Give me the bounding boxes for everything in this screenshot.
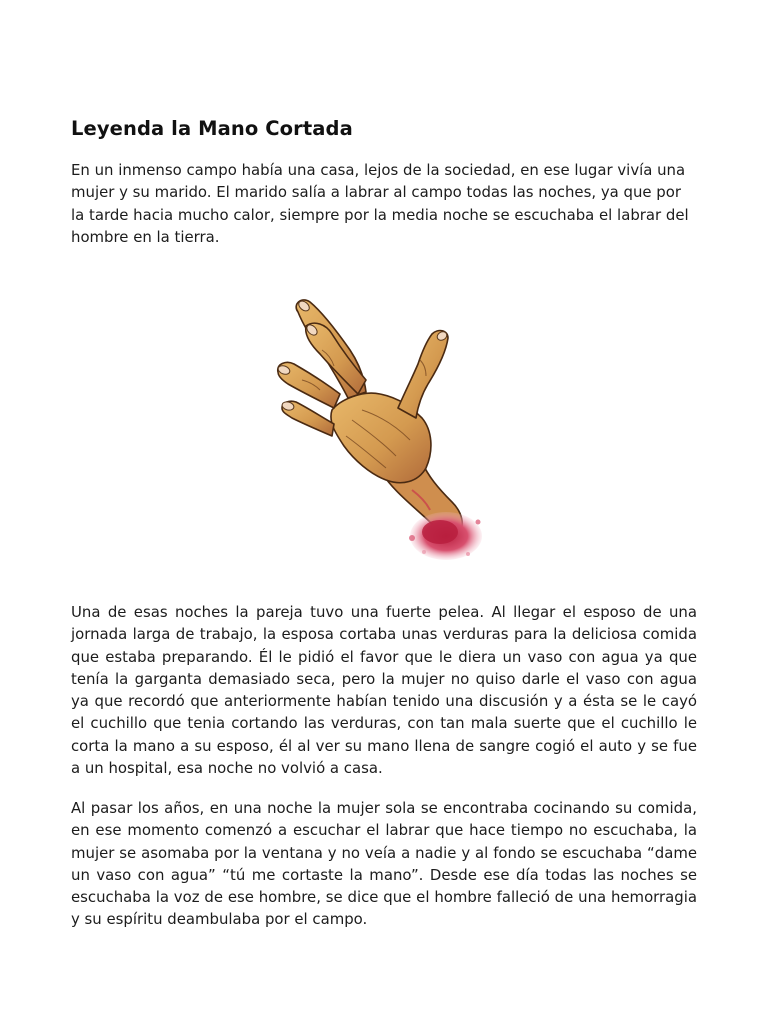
paragraph-conflict: Una de esas noches la pareja tuvo una fuerte pelea. Al llegar el esposo de una jornada larga de trabajo, la esposa cortaba unas verduras para la deliciosa comida que estaba preparando. Él le pidió el favor que le diera un vaso con agua ya que tenía la garganta demasiado seca, pero la mujer no quiso darle el vaso con agua ya que recordó que anteriormente habían tenido una discusión y a ésta se le cayó el cuchillo que tenia cortando las verduras, con tan mala suerte que el cuchillo le corta la mano a su esposo, él al ver su mano llena de sangre cogió el auto y se fue a un hospital, esa noche no volvió a casa.: [71, 603, 697, 778]
severed-hand-illustration: [262, 290, 492, 572]
hand-shape: [278, 300, 463, 536]
paragraph-ending: Al pasar los años, en una noche la mujer sola se encontraba cocinando su comida, en ese momento comenzó a escuchar el labrar que hace tiempo no escuchaba, la mujer se asomaba por la ventana y no veía a nadie y al fondo se escuchaba “dame un vaso con agua” “tú me cortaste la mano”. Desde ese día todas las noches se escuchaba la voz de ese hombre, se dice que el hombre falleció de una hemorragia y su espíritu deambulaba por el campo.: [71, 799, 697, 929]
page-title: Leyenda la Mano Cortada: [71, 117, 353, 140]
paragraph-intro: En un inmenso campo había una casa, lejos de la sociedad, en ese lugar vivía una mujer y su marido. El marido salía a labrar al campo todas las noches, ya que por la tarde hacia mucho calor, siempre por la media noche se escuchaba el labrar del hombre en la tierra.: [71, 161, 689, 246]
